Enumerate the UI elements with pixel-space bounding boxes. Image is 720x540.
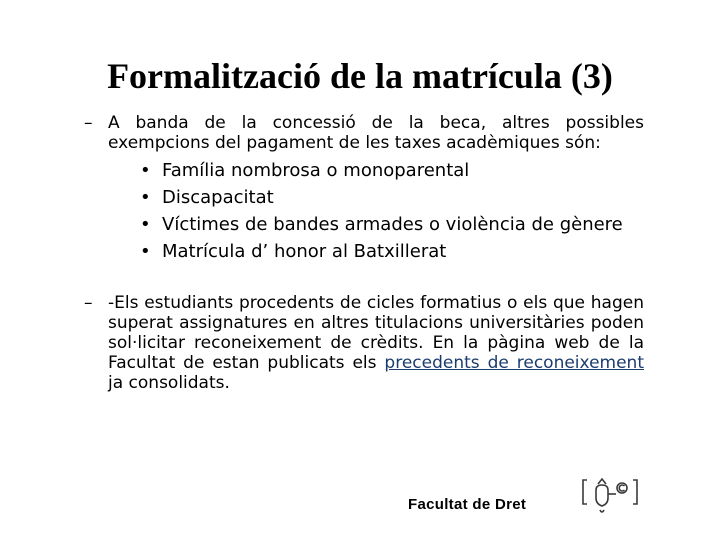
exemptions-sublist <box>108 157 644 265</box>
sub-list-item: • Família nombrosa o monoparental <box>140 157 644 184</box>
bullet-icon: • <box>140 214 151 235</box>
slide-body <box>84 113 644 393</box>
dash-marker: – <box>84 113 93 133</box>
sub-list-item: • Matrícula d’ honor al Batxillerat <box>140 238 644 265</box>
sub-list-item: • Discapacitat <box>140 184 644 211</box>
university-seal-icon <box>578 474 642 522</box>
precedents-link[interactable]: precedents de reconeixement <box>384 353 644 373</box>
sub-list-item: • Víctimes de bandes armades o violència de gènere <box>140 211 644 238</box>
slide-title: Formalització de la matrícula (3) <box>107 56 613 96</box>
bullet-icon: • <box>140 160 151 181</box>
exemptions-intro-text: A banda de la concessió de la beca, altres possibles exempcions del pagament de les taxes acadèmiques són: <box>108 113 644 153</box>
list-item-exemptions <box>84 113 644 265</box>
dash-marker: – <box>84 293 93 313</box>
recognition-text-end: ja consolidats. <box>108 373 230 393</box>
bullet-icon: • <box>140 187 151 208</box>
list-item-recognition <box>84 293 644 393</box>
recognition-text: -Els estudiants procedents de cicles formatius o els que hagen superat assignatures en altres titulacions universitàries poden sol·licitar reconeixement de crèdits. En la pàgina web de la Facultat de estan publicats els <box>108 293 644 373</box>
bullet-icon: • <box>140 241 151 262</box>
footer-faculty-name: Facultat de Dret <box>408 496 527 513</box>
